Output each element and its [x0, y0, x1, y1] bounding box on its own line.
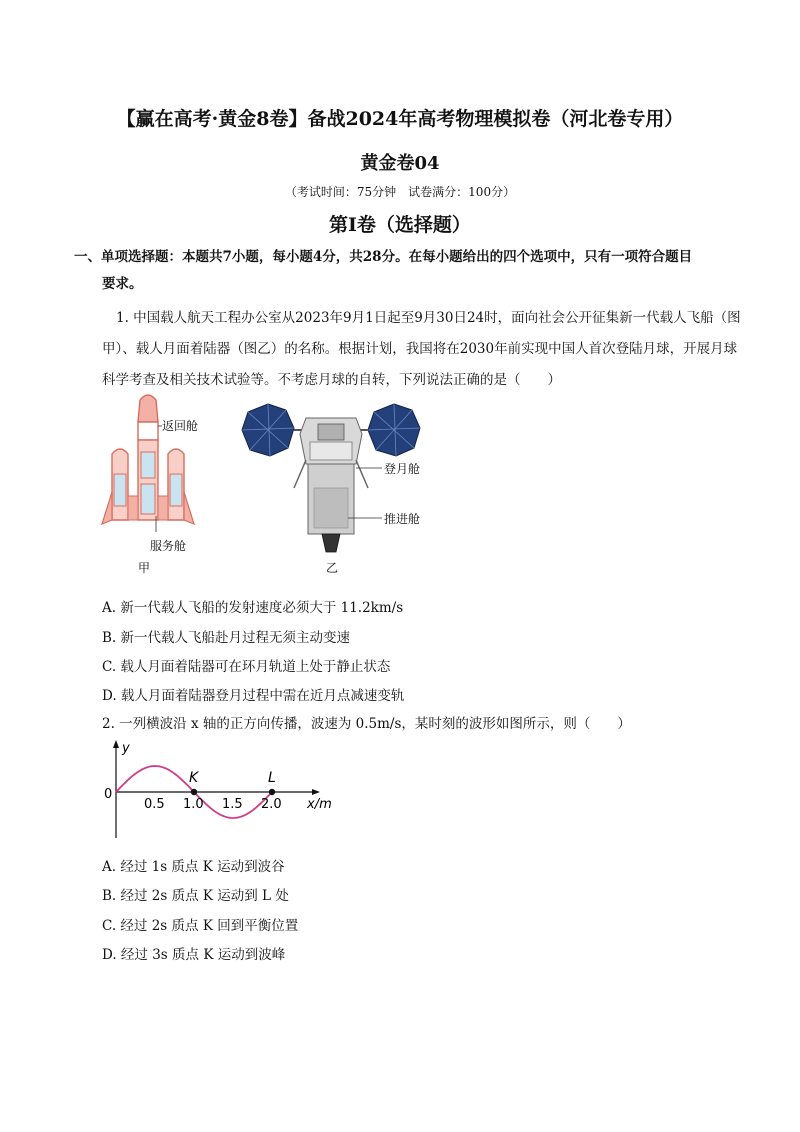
wave-graph	[96, 740, 346, 840]
exam-title: 【赢在高考·黄金8卷】备战2024年高考物理模拟卷（河北卷专用）	[116, 108, 684, 130]
question-2-stem: 2. 一列横波沿 x 轴的正方向传播，波速为 0.5m/s，某时刻的波形如图所示，则（ ）	[102, 716, 631, 732]
question-1-stem: 1. 中国载人航天工程办公室从2023年9月1日起至9月30日24时，面向社会公开征集新一代载人飞船（图甲）、载人月面着陆器（图乙）的名称。根据计划，我国将在2030年前实现中国人首次登陆月球，开展月球科学考查及相关技术试验等。不考虑月球的自转，下列说法正确的是（ ）	[102, 310, 741, 388]
q1-option-b: B. 新一代载人飞船赴月过程无须主动变速	[102, 630, 351, 646]
q2-option-a: A. 经过 1s 质点 K 运动到波谷	[102, 859, 285, 875]
tick-label-1-5: 1.5	[222, 797, 243, 812]
point-l-marker	[269, 789, 275, 795]
section-heading: 第I卷（选择题）	[329, 214, 471, 236]
instructions-line-2: 要求。	[102, 276, 143, 292]
rocket-illustration	[102, 395, 194, 532]
q1-option-c: C. 载人月面着陆器可在环月轨道上处于静止状态	[102, 659, 391, 675]
label-ascent-module: 登月舱	[384, 462, 421, 476]
point-k-label: K	[189, 770, 199, 786]
lander-figure	[236, 398, 436, 576]
lander-illustration	[242, 404, 420, 552]
q2-option-b: B. 经过 2s 质点 K 运动到 L 处	[102, 888, 289, 904]
tick-label-1-0: 1.0	[183, 797, 204, 812]
tick-label-0-5: 0.5	[144, 797, 165, 812]
x-axis-label: x/m	[307, 797, 332, 812]
figure-b-caption: 乙	[326, 561, 339, 575]
instructions-line-1: 一、单项选择题：本题共7小题，每小题4分，共28分。在每小题给出的四个选项中，只有一项符合题目	[74, 249, 693, 265]
tick-label-2-0: 2.0	[261, 797, 282, 812]
label-return-capsule: 返回舱	[162, 419, 199, 433]
label-service-module: 服务舱	[150, 539, 187, 553]
figure-a-caption: 甲	[138, 561, 151, 575]
origin-label: 0	[104, 787, 113, 802]
exam-info: （考试时间：75分钟 试卷满分：100分）	[284, 185, 516, 199]
q2-option-d: D. 经过 3s 质点 K 运动到波峰	[102, 947, 286, 963]
y-axis-arrow	[113, 740, 119, 748]
q1-option-a: A. 新一代载人飞船的发射速度必须大于 11.2km/s	[102, 600, 404, 616]
label-propulsion-module: 推进舱	[384, 512, 421, 526]
x-axis-arrow	[312, 789, 320, 795]
point-k-marker	[191, 789, 197, 795]
y-axis-label: y	[122, 741, 130, 756]
rocket-figure	[96, 392, 216, 576]
q1-option-d: D. 载人月面着陆器登月过程中需在近月点减速变轨	[102, 688, 405, 704]
q2-option-c: C. 经过 2s 质点 K 回到平衡位置	[102, 918, 299, 934]
exam-subtitle: 黄金卷04	[360, 153, 440, 174]
section-instructions	[74, 244, 734, 298]
point-l-label: L	[268, 770, 276, 786]
